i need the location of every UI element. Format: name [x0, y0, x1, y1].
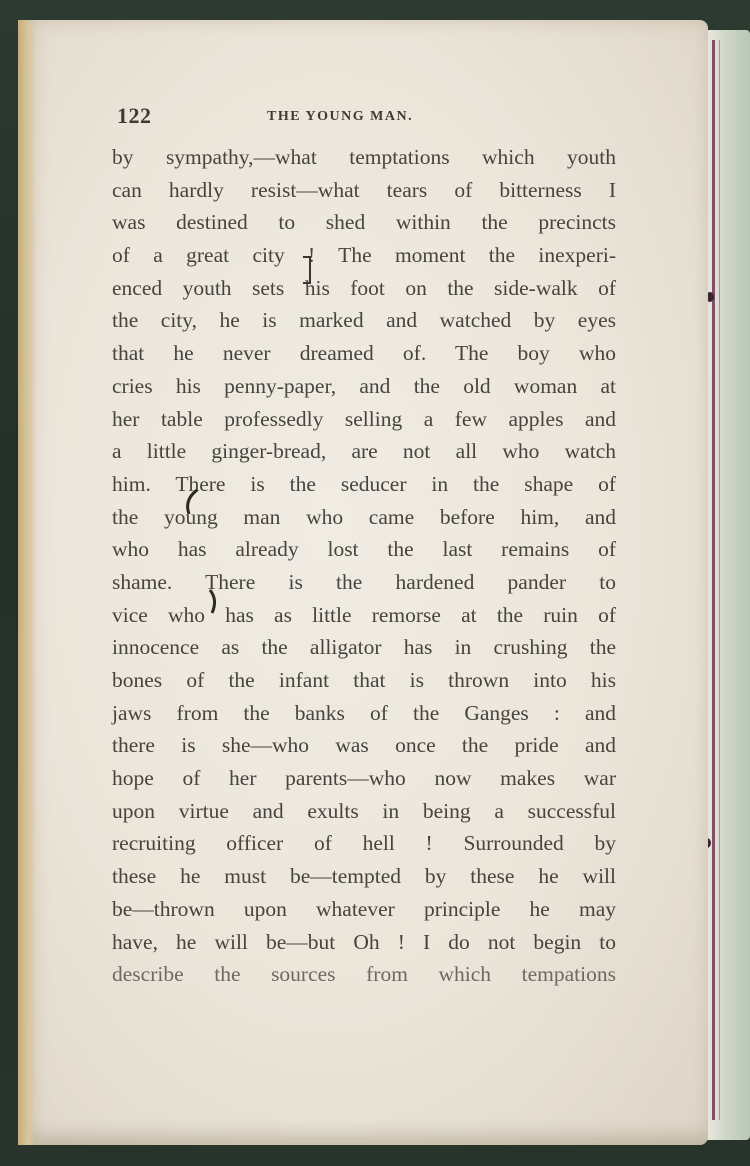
text-line: him. There is the seducer in the shape of	[112, 471, 616, 496]
bracket-mark	[188, 490, 197, 514]
text-line: a little ginger-bread, are not all who watch	[112, 439, 616, 464]
text-line: her table professedly selling a few apples and	[112, 406, 616, 431]
text-line: the city, he is marked and watched by eyes	[112, 308, 616, 333]
page-number: 122	[117, 103, 152, 128]
text-line: who has already lost the last remains of	[112, 537, 616, 562]
text-line: shame. There is the hardened pander to	[112, 569, 616, 594]
text-line: was destined to shed within the precincts	[112, 210, 616, 235]
text-line: there is she—who was once the pride and	[112, 733, 616, 758]
text-line: the young man who came before him, and	[112, 504, 616, 529]
text-line: vice who has as little remorse at the ruin of	[112, 602, 616, 627]
bracket-mark	[210, 590, 215, 613]
running-head: THE YOUNG MAN.	[267, 109, 414, 124]
text-line: enced youth sets his foot on the side-walk of	[112, 275, 616, 300]
bracket-mark	[303, 257, 310, 283]
text-line: have, he will be—but Oh ! I do not begin to	[112, 929, 616, 954]
text-line: hope of her parents—who now makes war	[112, 766, 616, 791]
text-line: upon virtue and exults in being a successful	[112, 798, 616, 823]
text-line: recruiting officer of hell ! Surrounded by	[112, 831, 616, 856]
text-line: be—thrown upon whatever principle he may	[112, 896, 616, 921]
text-line: bones of the infant that is thrown into his	[112, 668, 616, 692]
text-line: describe the sources from which tempations	[112, 962, 616, 987]
text-line: jaws from the banks of the Ganges : and	[112, 700, 616, 725]
text-line: innocence as the alligator has in crushing the	[112, 635, 616, 660]
text-line: cries his penny-paper, and the old woman at	[112, 373, 616, 398]
text-line: can hardly resist—what tears of bitterness I	[112, 177, 616, 202]
text-line: of a great city ! The moment the inexperi-	[112, 243, 616, 268]
text-line: by sympathy,—what temptations which youth	[112, 145, 616, 169]
text-line: these he must be—tempted by these he will	[112, 864, 616, 889]
text-line: that he never dreamed of. The boy who	[112, 341, 616, 366]
